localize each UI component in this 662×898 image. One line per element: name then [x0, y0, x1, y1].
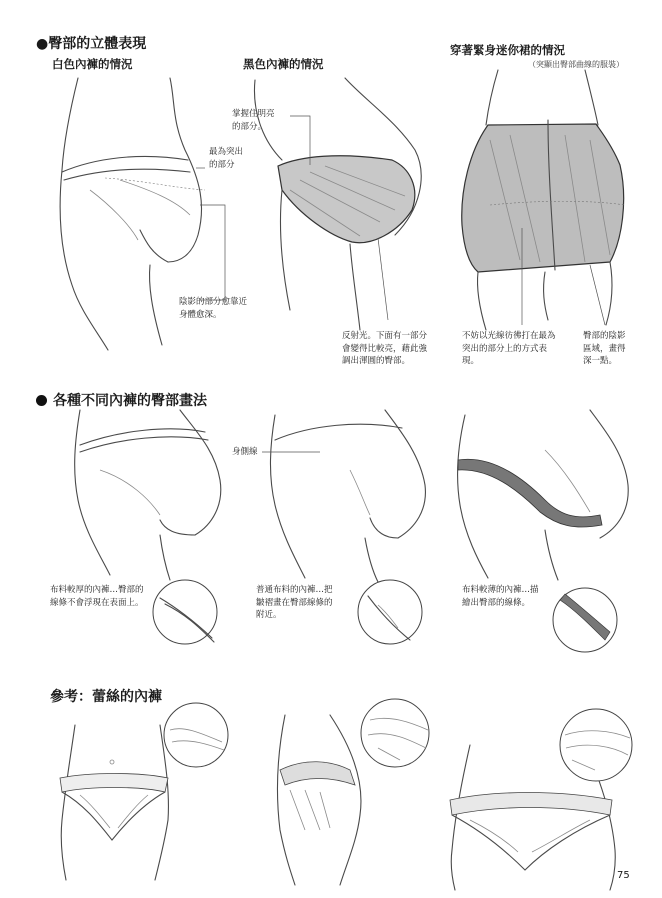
section-heading-3d: ●臀部的立體表現 [36, 36, 147, 52]
white-panties-title: 白色內褲的情況 [52, 57, 133, 71]
label-shadow-area: 臀部的陰影 區域，畫得 深一點。 [583, 331, 626, 366]
label-light-on-bulge: 不妨以光線彷彿打在最為 突出的部分上的方式表 現。 [462, 331, 556, 366]
label-side-line: 身側線 [232, 447, 258, 457]
figure-white-panties [60, 78, 225, 350]
figure-thick-fabric [75, 410, 221, 644]
label-shadow-deeper: 陰影的部分愈靠近 身體愈深。 [179, 297, 248, 320]
figure-black-panties [254, 78, 421, 330]
label-highlight: 掌握住明亮 的部分。 [232, 109, 275, 132]
section-heading-lace: 參考：蕾絲的內褲 [50, 689, 162, 705]
figure-thin-fabric [458, 410, 629, 652]
caption-thin-fabric: 布料較薄的內褲…描 繪出臀部的線條。 [462, 585, 539, 608]
page-number: 75 [617, 870, 630, 881]
skirt-title: 穿著緊身迷你裙的情況 [450, 43, 565, 57]
figure-lace-front [60, 703, 228, 880]
section-heading-types-text: 各種不同內褲的臀部畫法 [53, 393, 207, 409]
figure-lace-rear [450, 709, 632, 890]
label-bulge: 最為突出 的部分 [209, 147, 244, 170]
black-panties-title: 黑色內褲的情況 [243, 57, 324, 71]
figure-normal-fabric [262, 410, 425, 644]
label-reflected-light: 反射光。下面有一部分 會變得比較亮，藉此強 調出渾圓的臀部。 [342, 331, 428, 366]
caption-thick-fabric: 布料較厚的內褲…臀部的 線條不會浮現在表面上。 [50, 585, 144, 608]
figure-tight-skirt [462, 70, 625, 330]
figure-lace-side [278, 699, 429, 885]
caption-normal-fabric: 普通布料的內褲…把 皺褶畫在臀部線條的 附近。 [256, 585, 333, 620]
skirt-subtitle: （突顯出臀部曲線的服裝） [528, 60, 624, 69]
